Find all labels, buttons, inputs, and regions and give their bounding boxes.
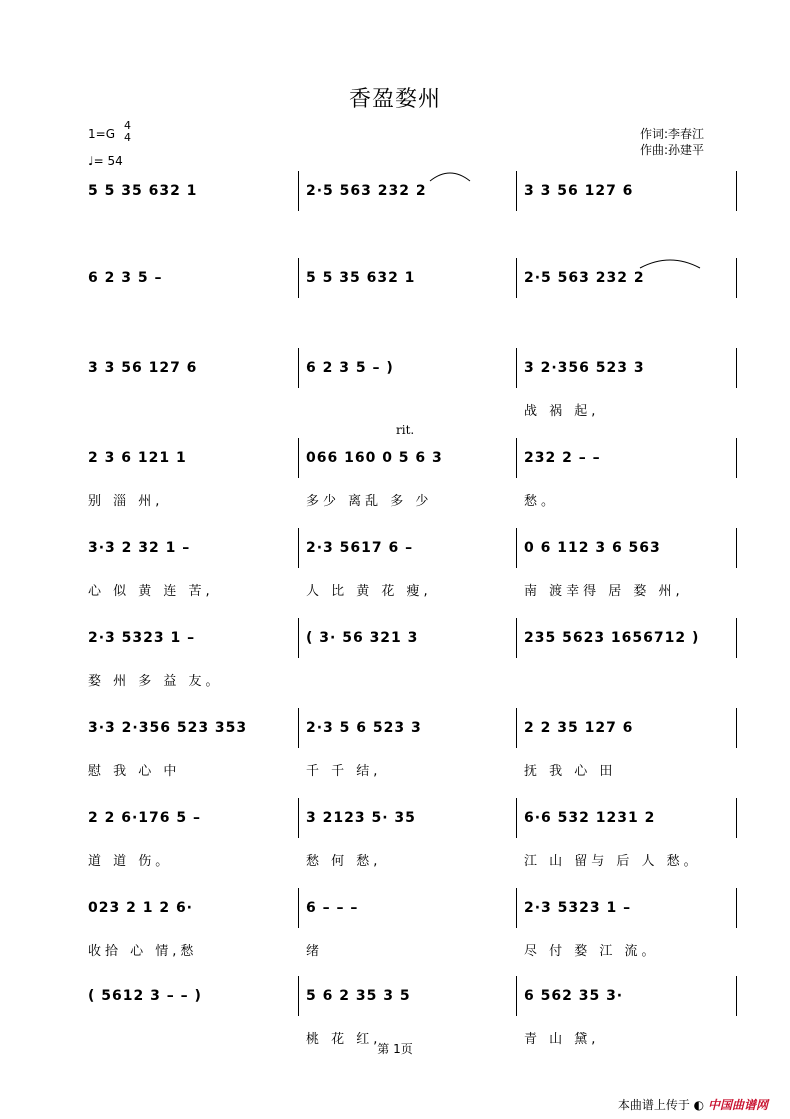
- credits: [640, 126, 704, 158]
- barline: [736, 708, 737, 748]
- barline: [736, 348, 737, 388]
- measure-notes: 235 5623 1656712 ): [524, 630, 700, 646]
- lyric-line: 道 道 伤。: [88, 854, 173, 869]
- measure-notes: ( 5612 3 – – ): [88, 988, 202, 1004]
- measure-notes: 5 5 35 632 1: [88, 183, 198, 199]
- score-system: [0, 720, 790, 810]
- lyric-line: 桃 花 红,: [306, 1032, 382, 1047]
- measure-notes: 2·5 563 232 2: [524, 270, 645, 286]
- score-system: [0, 270, 790, 360]
- key-signature: 1=G: [88, 127, 115, 141]
- measure-notes: 6·6 532 1231 2: [524, 810, 656, 826]
- measure-notes: 6 2 3 5 –: [88, 270, 163, 286]
- measure-notes: 023 2 1 2 6·: [88, 900, 194, 916]
- barline: [516, 976, 517, 1016]
- footer-brand: 中国曲谱网: [707, 1098, 768, 1112]
- measure-notes: 3·3 2 32 1 –: [88, 540, 191, 556]
- measure-notes: 3 3 56 127 6: [88, 360, 198, 376]
- slur-icon: [0, 167, 790, 187]
- score-system: [0, 423, 790, 540]
- score-system: [0, 810, 790, 900]
- composer: 作曲:孙建平: [640, 143, 705, 157]
- time-signature-top: 4: [124, 119, 131, 132]
- lyric-line: 心 似 黄 连 苦,: [88, 584, 214, 599]
- barline: [736, 618, 737, 658]
- barline: [516, 348, 517, 388]
- tempo-marking: [88, 154, 123, 168]
- score-system: [0, 630, 790, 720]
- quarter-note-icon: ♩: [88, 154, 94, 168]
- measure-notes: 6 562 35 3·: [524, 988, 624, 1004]
- lyric-line: 江 山 留与 后 人 愁。: [524, 854, 701, 869]
- measure-notes: 3 2123 5· 35: [306, 810, 416, 826]
- time-signature-bottom: 4: [124, 131, 131, 144]
- barline: [298, 888, 299, 928]
- lyric-line: 婺 州 多 益 友。: [88, 674, 223, 689]
- barline: [516, 888, 517, 928]
- barline: [516, 708, 517, 748]
- measure-notes: 2·3 5 6 523 3: [306, 720, 422, 736]
- lyric-line: 抚 我 心 田: [524, 764, 617, 779]
- measure-notes: 2 2 6·176 5 –: [88, 810, 202, 826]
- lyric-line: 慰 我 心 中: [88, 764, 181, 779]
- barline: [736, 798, 737, 838]
- score-system: [0, 540, 790, 630]
- measure-notes: ( 3· 56 321 3: [306, 630, 419, 646]
- lyric-line: 青 山 黛,: [524, 1032, 600, 1047]
- barline: [516, 618, 517, 658]
- measure-notes: 5 6 2 35 3 5: [306, 988, 411, 1004]
- measure-notes: 2 2 35 127 6: [524, 720, 634, 736]
- lyric-line: 人 比 黄 花 瘦,: [306, 584, 432, 599]
- measure-notes: 066 160 0 5 6 3: [306, 450, 443, 466]
- measure-notes: 6 – – –: [306, 900, 359, 916]
- ritardando-marking: rit.: [396, 423, 415, 437]
- barline: [298, 618, 299, 658]
- barline: [298, 528, 299, 568]
- lyric-line: 愁。: [524, 494, 559, 509]
- lyricist: 作词:李春江: [640, 127, 705, 141]
- measure-notes: 0 6 112 3 6 563: [524, 540, 661, 556]
- measure-notes: 2·3 5323 1 –: [88, 630, 196, 646]
- slur-icon: [0, 254, 790, 274]
- measure-notes: 2·3 5323 1 –: [524, 900, 632, 916]
- measure-notes: 3·3 2·356 523 353: [88, 720, 248, 736]
- page-number: 第 1页: [377, 1042, 413, 1056]
- tempo-value: = 54: [93, 154, 123, 168]
- barline: [516, 798, 517, 838]
- score-system: [0, 988, 790, 1078]
- barline: [298, 976, 299, 1016]
- lyric-line: 尽 付 婺 江 流。: [524, 944, 659, 959]
- lyric-line: 南 渡幸得 居 婺 州,: [524, 584, 684, 599]
- measure-notes: 5 5 35 632 1: [306, 270, 416, 286]
- barline: [516, 528, 517, 568]
- lyric-line: 多少 离乱 多 少: [306, 494, 433, 509]
- barline: [516, 438, 517, 478]
- barline: [736, 438, 737, 478]
- barline: [736, 528, 737, 568]
- barline: [298, 708, 299, 748]
- lyric-line: 别 淄 州,: [88, 494, 164, 509]
- score-system: [0, 900, 790, 990]
- measure-notes: 2·5 563 232 2: [306, 183, 427, 199]
- barline: [298, 798, 299, 838]
- lyric-line: 愁 何 愁,: [306, 854, 382, 869]
- measure-notes: 232 2 – –: [524, 450, 601, 466]
- measure-notes: 2 3 6 121 1: [88, 450, 187, 466]
- site-logo-icon: ◐: [693, 1098, 705, 1112]
- lyric-line: 绪: [306, 944, 324, 959]
- footer-text: 本曲谱上传于: [617, 1098, 690, 1112]
- measure-notes: 6 2 3 5 – ): [306, 360, 394, 376]
- measure-notes: 2·3 5617 6 –: [306, 540, 414, 556]
- barline: [736, 976, 737, 1016]
- lyric-line: 收拾 心 情,愁: [88, 944, 198, 959]
- lyric-line: 战 祸 起,: [524, 404, 600, 419]
- footer: [618, 1096, 768, 1113]
- measure-notes: 3 3 56 127 6: [524, 183, 634, 199]
- score-system: [0, 360, 790, 450]
- page-title: 香盈婺州: [348, 87, 441, 112]
- barline: [298, 348, 299, 388]
- measure-notes: 3 2·356 523 3: [524, 360, 645, 376]
- lyric-line: 千 千 结,: [306, 764, 382, 779]
- barline: [298, 438, 299, 478]
- time-signature: [124, 120, 131, 144]
- barline: [736, 888, 737, 928]
